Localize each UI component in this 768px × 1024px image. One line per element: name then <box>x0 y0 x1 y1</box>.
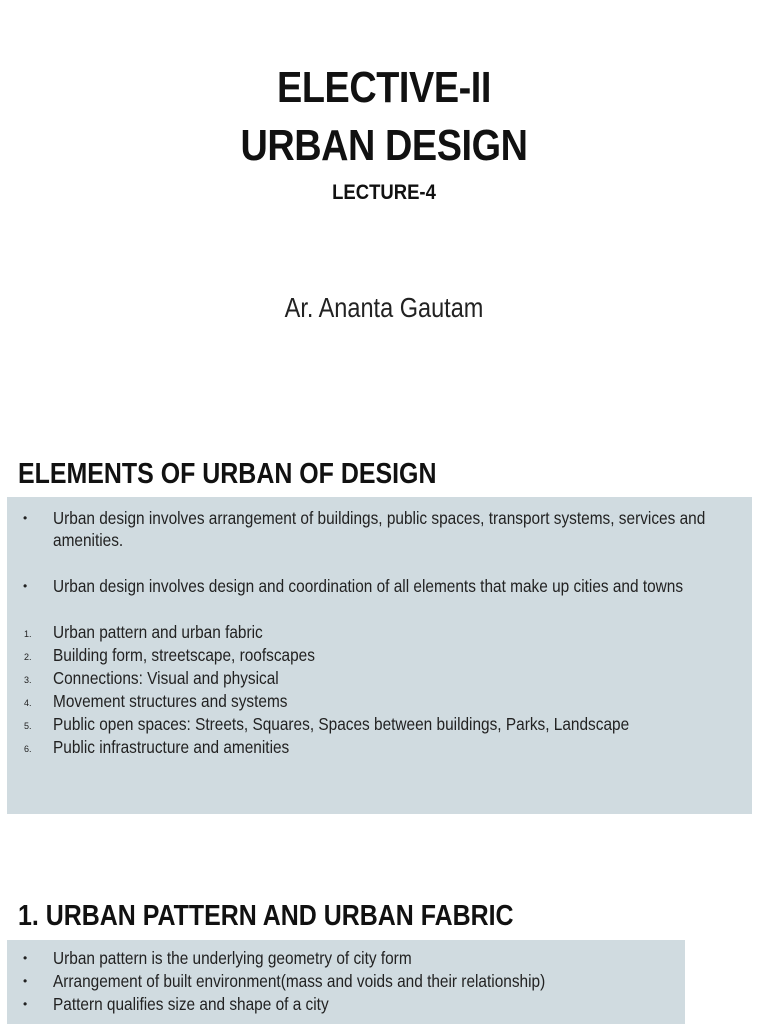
course-subtitle: URBAN DESIGN <box>240 121 528 170</box>
elements-numbered-text: Building form, streetscape, roofscapes <box>53 645 315 665</box>
bullet-icon: • <box>23 974 28 988</box>
bullet-icon: • <box>23 511 28 525</box>
bullet-icon: • <box>23 579 28 593</box>
elements-content-box <box>7 497 752 814</box>
bullet-icon: • <box>23 951 28 965</box>
elements-heading: ELEMENTS OF URBAN OF DESIGN <box>18 458 437 490</box>
course-title: ELECTIVE-II <box>277 63 491 112</box>
lecture-label: LECTURE-4 <box>332 181 436 204</box>
list-number: 6. <box>24 744 32 754</box>
pattern-content-box <box>7 940 685 1024</box>
elements-bullet-text: Urban design involves design and coordination of all elements that make up cities and towns <box>53 576 684 596</box>
pattern-bullet-text: Arrangement of built environment(mass and voids and their relationship) <box>53 971 546 991</box>
list-number: 1. <box>24 629 32 639</box>
list-number: 4. <box>24 698 32 708</box>
list-number: 3. <box>24 675 32 685</box>
pattern-heading: 1. URBAN PATTERN AND URBAN FABRIC <box>18 900 514 932</box>
author-name: Ar. Ananta Gautam <box>284 292 484 323</box>
pattern-bullet-text: Pattern qualifies size and shape of a city <box>53 994 329 1014</box>
list-number: 2. <box>24 652 32 662</box>
elements-numbered-text: Connections: Visual and physical <box>53 668 279 688</box>
bullet-icon: • <box>23 997 28 1011</box>
elements-numbered-text: Movement structures and systems <box>53 691 288 711</box>
elements-numbered-text: Urban pattern and urban fabric <box>53 622 263 642</box>
elements-bullet-text: Urban design involves arrangement of buildings, public spaces, transport systems, services and amenities. <box>53 508 706 550</box>
elements-numbered-text: Public infrastructure and amenities <box>53 737 290 757</box>
elements-numbered-text: Public open spaces: Streets, Squares, Spaces between buildings, Parks, Landscape <box>53 714 630 734</box>
pattern-bullet-text: Urban pattern is the underlying geometry of city form <box>53 948 412 968</box>
list-number: 5. <box>24 721 32 731</box>
title-slide <box>0 0 768 430</box>
